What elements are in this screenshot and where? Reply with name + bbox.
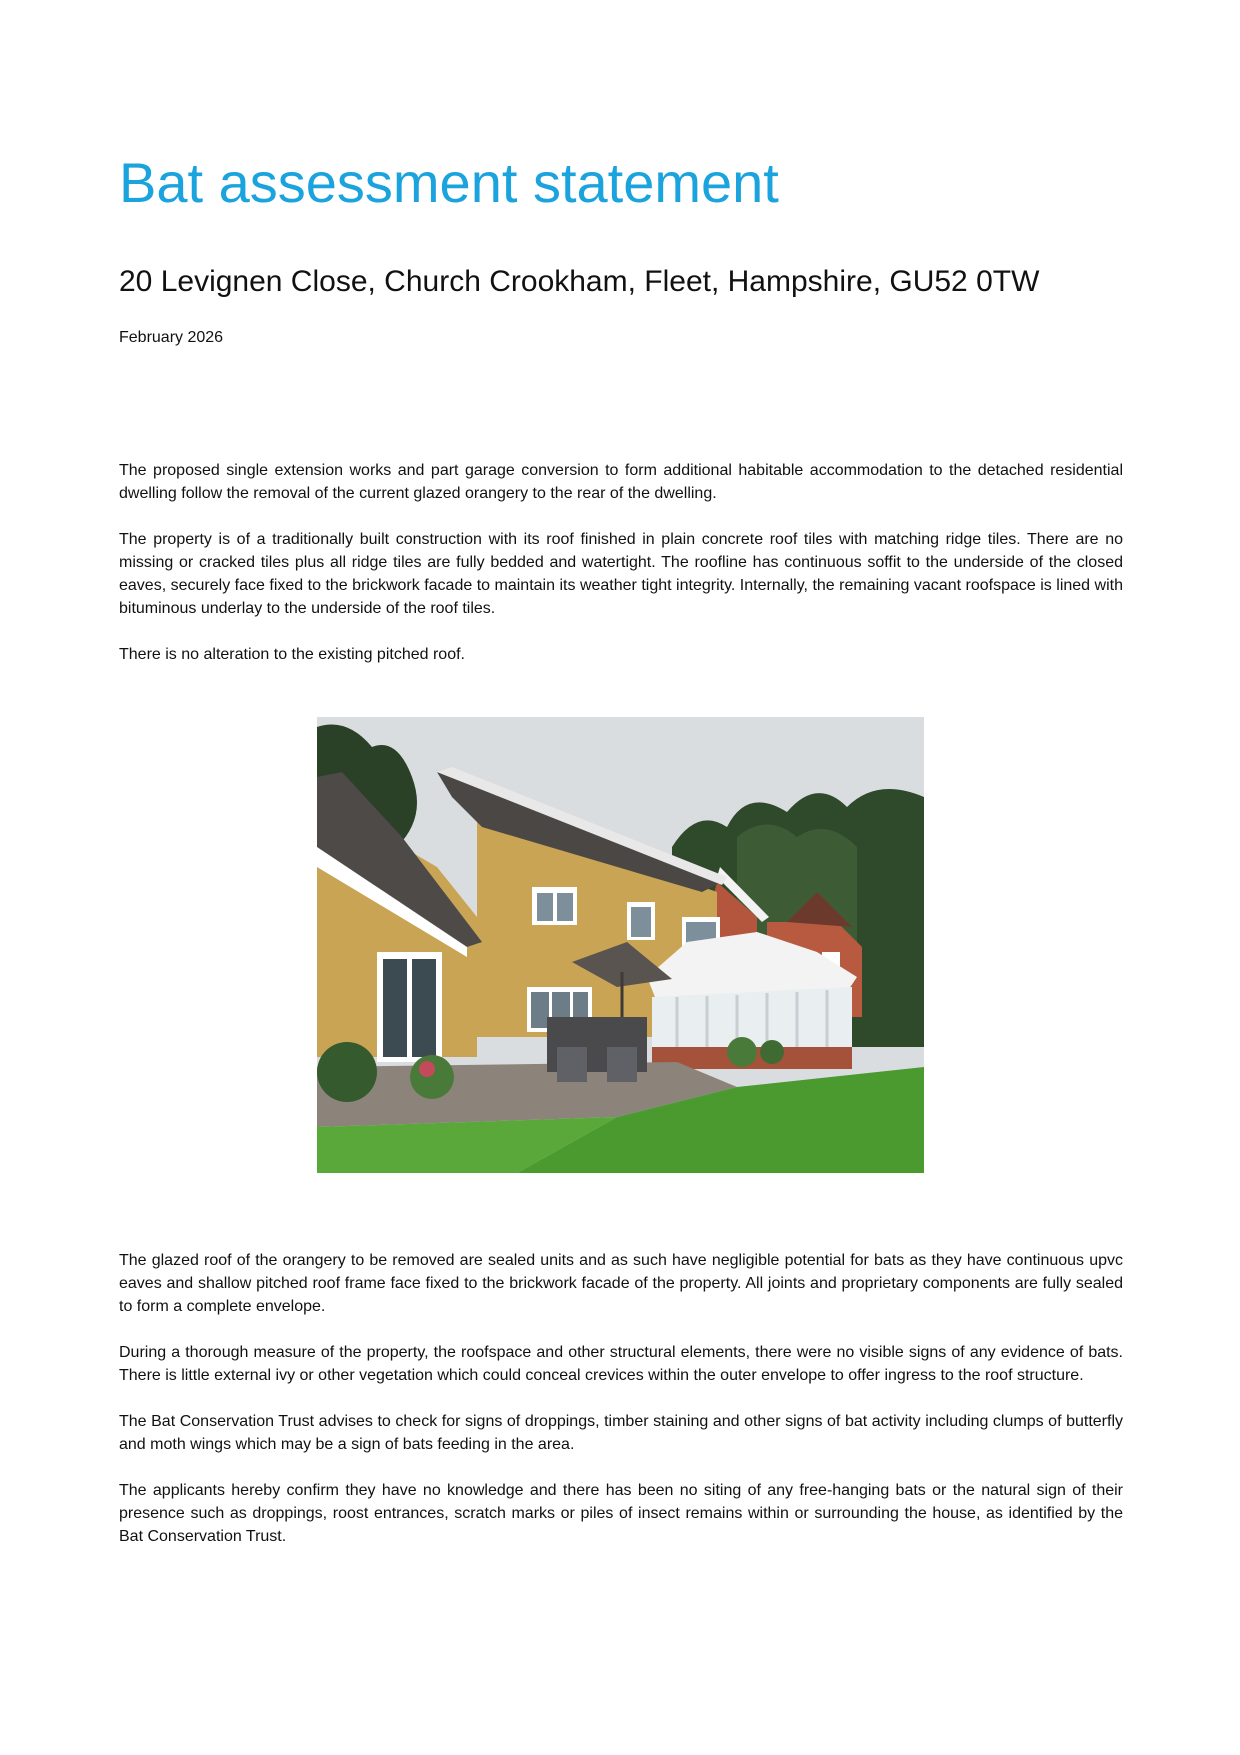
document-date: February 2026 xyxy=(119,329,224,346)
paragraph-survey-findings: During a thorough measure of the property, the roofspace and other structural elements, there were no visible signs of any evidence of bats. There is little external ivy or other vegetation which could conceal crevices within the outer envelope to offer ingress to the roof structure. xyxy=(119,1344,1123,1384)
property-rear-photo xyxy=(317,717,924,1173)
paragraph-property-construction: The property is of a traditionally built construction with its roof finished in plain concrete roof tiles with matching ridge tiles. There are no missing or cracked tiles plus all ridge tiles are fully bedded and watertight. The roofline has continuous soffit to the underside of the closed eaves, securely face fixed to the brickwork facade to maintain its weather tight integrity. Internally, the remaining vacant roofspace is lined with bituminous underlay to the underside of the roof tiles. xyxy=(119,531,1123,617)
document-title: Bat assessment statement xyxy=(119,151,779,214)
paragraph-orangery-roof: The glazed roof of the orangery to be removed are sealed units and as such have negligible potential for bats as they have continuous upvc eaves and shallow pitched roof frame face fixed to the brickwork facade of the property. All joints and proprietary components are fully sealed to form a complete envelope. xyxy=(119,1252,1123,1315)
paragraph-applicant-confirmation: The applicants hereby confirm they have no knowledge and there has been no siting of any free-hanging bats or the natural sign of their presence such as droppings, roost entrances, scratch marks or piles of insect remains within or surrounding the house, as identified by the Bat Conservation Trust. xyxy=(119,1482,1123,1545)
findings-section xyxy=(119,1249,1123,1571)
paragraph-proposed-works: The proposed single extension works and part garage conversion to form additional habitable accommodation to the detached residential dwelling follow the removal of the current glazed orangery to the rear of the dwelling. xyxy=(119,462,1123,502)
property-address: 20 Levignen Close, Church Crookham, Fleet, Hampshire, GU52 0TW xyxy=(119,265,1040,298)
paragraph-bct-advice: The Bat Conservation Trust advises to check for signs of droppings, timber staining and other signs of bat activity including clumps of butterfly and moth wings which may be a sign of bats feeding in the area. xyxy=(119,1413,1123,1453)
paragraph-roof-alteration: There is no alteration to the existing pitched roof. xyxy=(119,646,465,663)
intro-section xyxy=(119,459,1123,689)
